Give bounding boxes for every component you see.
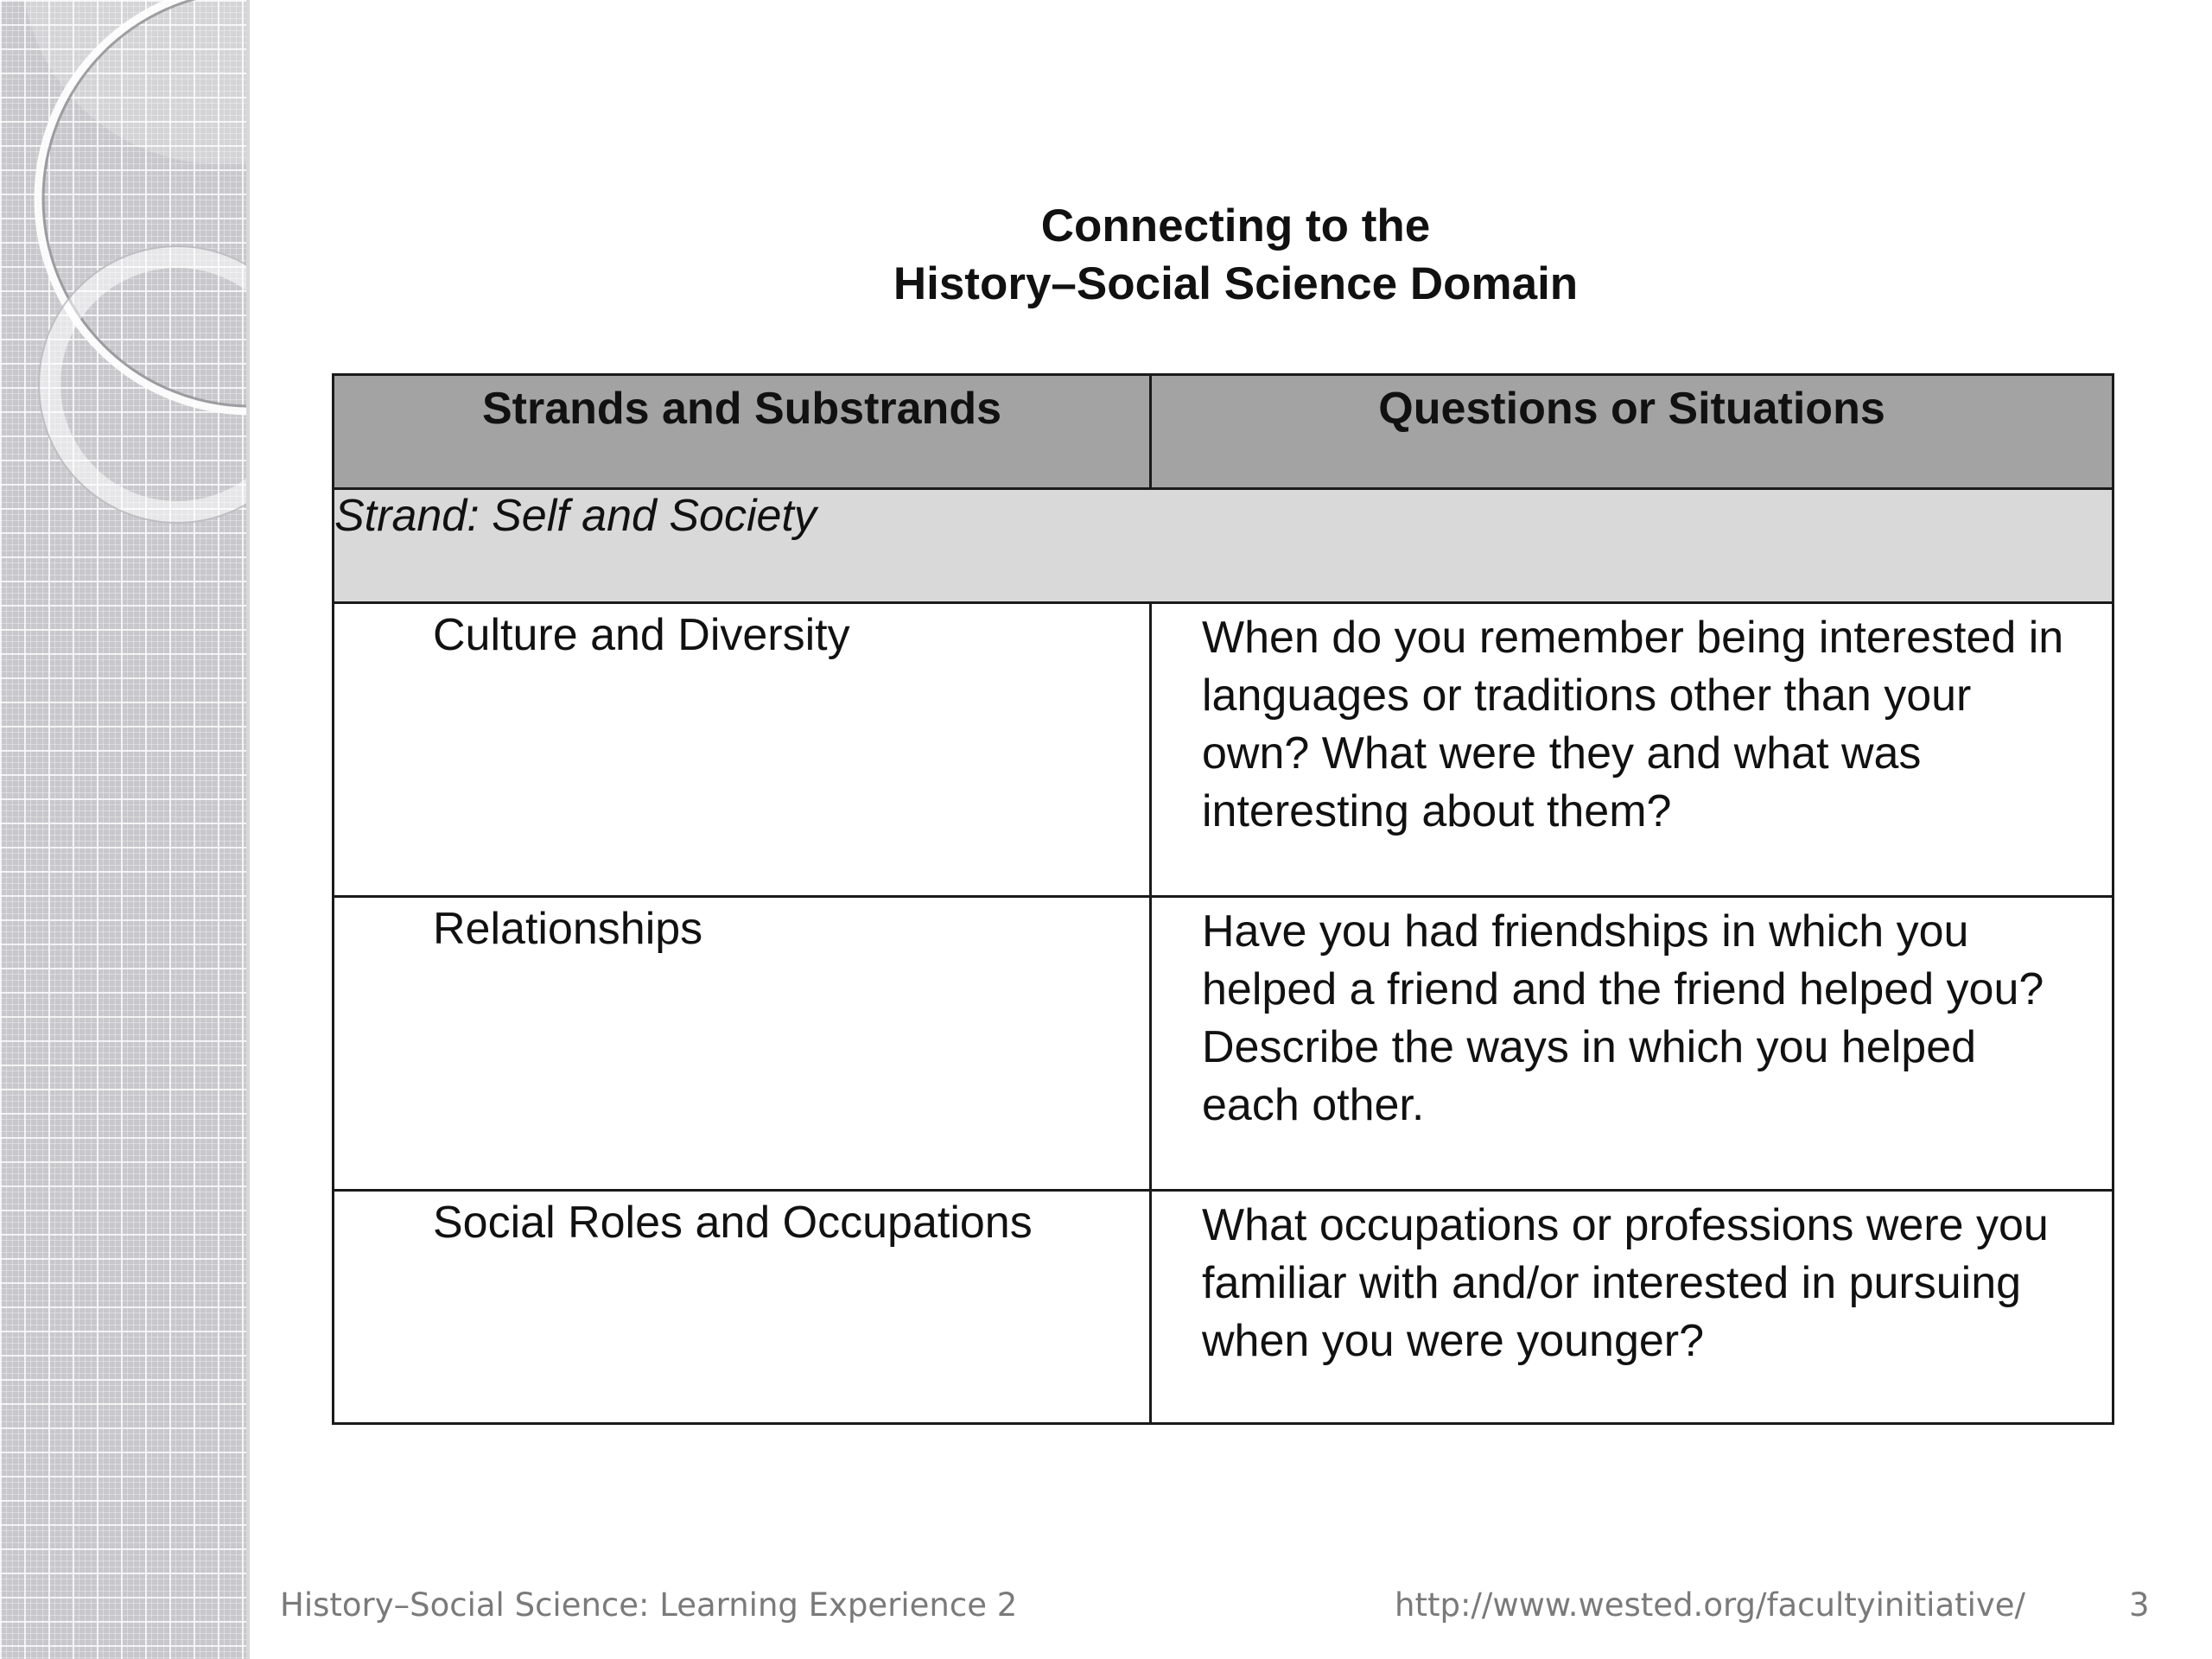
strands-table xyxy=(332,373,2114,1425)
title-line-2: History–Social Science Domain xyxy=(893,258,1579,309)
strand-row xyxy=(334,489,2113,603)
decorative-sidebar xyxy=(0,0,250,1659)
title-line-1: Connecting to the xyxy=(1040,200,1431,251)
column-header-strands: Strands and Substrands xyxy=(334,375,1151,489)
table-row xyxy=(334,1191,2113,1424)
footer-page-number: 3 xyxy=(2129,1586,2150,1624)
decorative-rings-graphic xyxy=(0,0,246,536)
substrand-cell: Culture and Diversity xyxy=(334,603,1151,897)
table-header-row xyxy=(334,375,2113,489)
footer-url: http://www.wested.org/facultyinitiative/ xyxy=(1395,1586,2026,1624)
table-row xyxy=(334,603,2113,897)
question-cell: What occupations or professions were you familiar with and/or interested in pursuing when you were younger? xyxy=(1151,1191,2113,1424)
column-header-questions: Questions or Situations xyxy=(1151,375,2113,489)
question-cell: When do you remember being interested in languages or traditions other than your own? What were they and what was interesting about them? xyxy=(1151,603,2113,897)
strand-label: Strand: Self and Society xyxy=(334,489,2113,603)
footer-course-title: History–Social Science: Learning Experience 2 xyxy=(280,1586,1018,1624)
table-row xyxy=(334,897,2113,1191)
substrand-cell: Relationships xyxy=(334,897,1151,1191)
slide-title xyxy=(743,197,1728,313)
substrand-cell: Social Roles and Occupations xyxy=(334,1191,1151,1424)
question-cell: Have you had friendships in which you helped a friend and the friend helped you? Describe the ways in which you helped each other. xyxy=(1151,897,2113,1191)
